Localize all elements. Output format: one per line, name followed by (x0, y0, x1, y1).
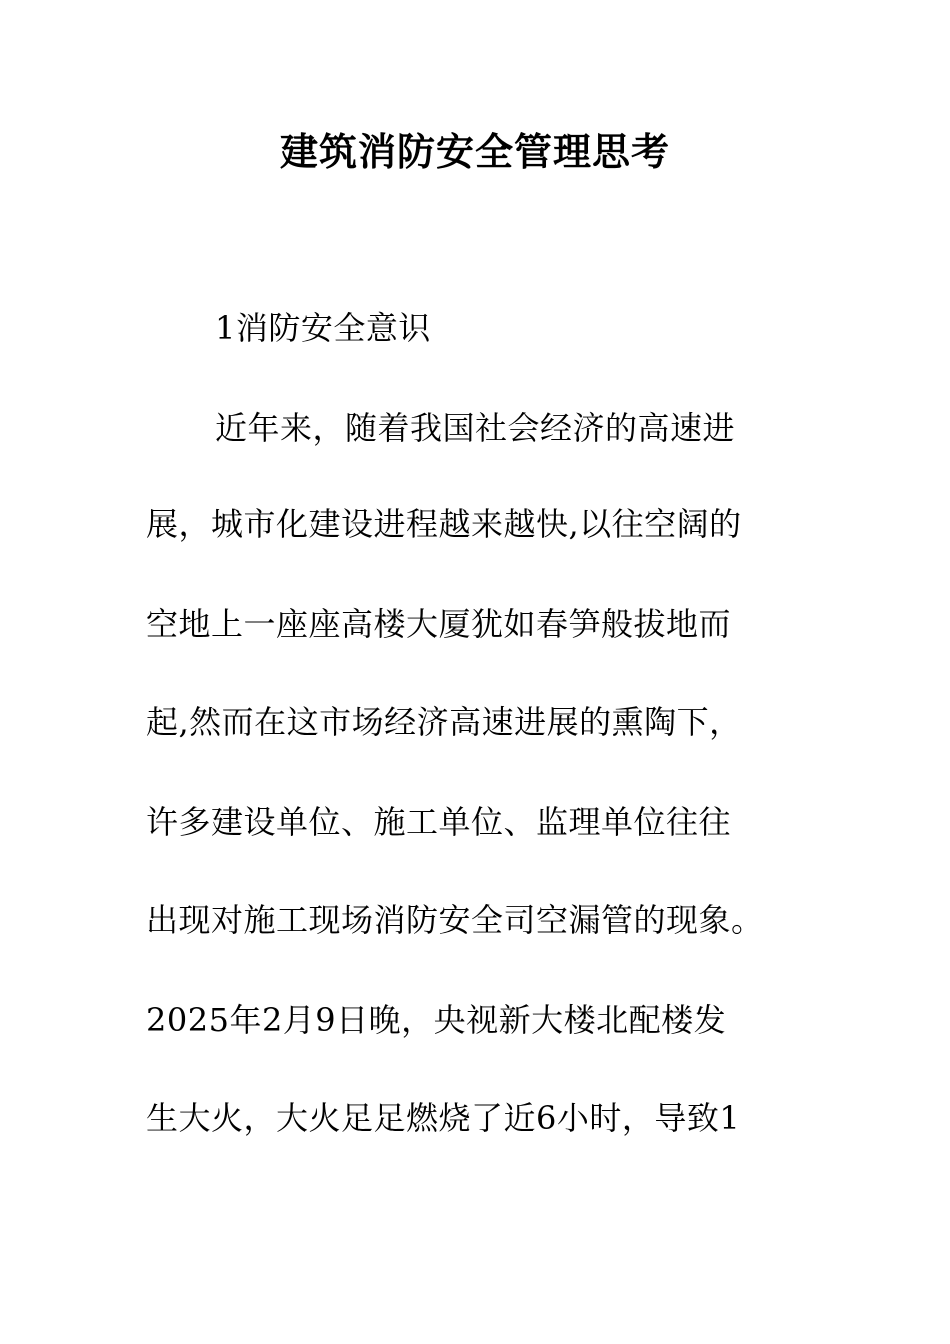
paragraph-line: 空地上一座座高楼大厦犹如春笋般拔地而 (146, 605, 732, 643)
document-title: 建筑消防安全管理思考 (279, 129, 670, 174)
paragraph-line: 许多建设单位、施工单位、监理单位往往 (146, 803, 732, 841)
section-heading: 1消防安全意识 (215, 309, 431, 347)
paragraph-line: 展，城市化建设进程越来越快,以往空阔的 (146, 505, 742, 543)
paragraph-line: 近年来，随着我国社会经济的高速进 (215, 409, 736, 447)
paragraph-line: 2025年2月9日晚，央视新大楼北配楼发 (146, 1001, 727, 1039)
paragraph-line: 出现对施工现场消防安全司空漏管的现象。 (146, 901, 764, 939)
paragraph-line: 起,然而在这市场经济高速进展的熏陶下， (146, 703, 742, 741)
paragraph-line: 生大火，大火足足燃烧了近6小时，导致1 (146, 1099, 741, 1137)
